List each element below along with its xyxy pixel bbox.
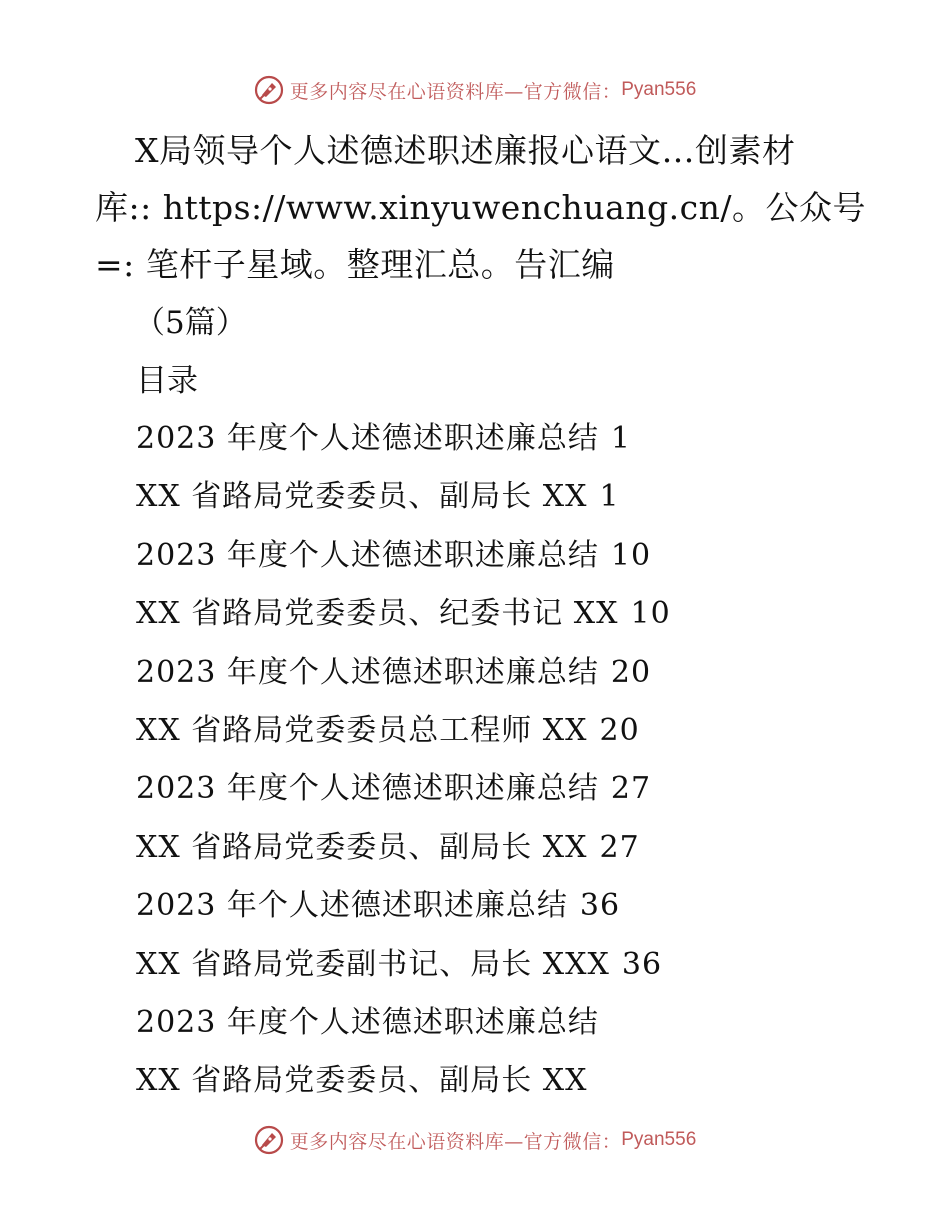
toc-entry-text: 2023 年度个人述德述职述廉总结 xyxy=(136,771,599,807)
toc-entry-text: XX 省路局党委委员、副局长 XX xyxy=(136,829,588,865)
toc-entry[interactable] xyxy=(136,939,856,997)
toc-page-number: 36 xyxy=(579,888,621,924)
footer-banner xyxy=(0,1120,950,1160)
toc-entry[interactable] xyxy=(136,471,856,529)
toc-page-number: 1 xyxy=(610,421,631,456)
banner-text: 更多内容尽在心语资料库—官方微信： xyxy=(289,80,622,103)
toc-entry-text: XX 省路局党委委员、副局长 XX xyxy=(136,1063,588,1099)
title-line: X局领导个人述德述职述廉报心语文…创素材 xyxy=(135,131,796,170)
toc-page-number: 27 xyxy=(610,771,652,807)
footer-banner-brand: Pyan556 xyxy=(621,1129,697,1150)
toc-entry[interactable] xyxy=(136,413,856,471)
toc-entry-text: XX 省路局党委委员总工程师 XX xyxy=(136,712,588,748)
toc-entry[interactable] xyxy=(136,1055,856,1113)
toc-entry[interactable] xyxy=(136,647,856,705)
toc-entry[interactable] xyxy=(136,997,856,1055)
toc-entry[interactable] xyxy=(136,705,856,763)
document-title xyxy=(95,122,865,293)
toc-page-number: 10 xyxy=(630,596,671,632)
toc-entry[interactable] xyxy=(136,763,856,821)
toc-page-number: 20 xyxy=(610,654,652,690)
toc-heading: 目录 xyxy=(136,363,198,399)
toc-page-number: 20 xyxy=(599,712,640,748)
toc-page-number: 27 xyxy=(599,829,640,865)
footer-banner-text: 更多内容尽在心语资料库—官方微信： xyxy=(289,1130,622,1153)
toc-entry[interactable] xyxy=(136,822,856,880)
toc-page-number: 1 xyxy=(599,479,620,515)
toc-page-number: 10 xyxy=(610,537,652,573)
pen-nib-seal-icon xyxy=(254,1125,284,1155)
toc-entry-text: XX 省路局党委副书记、局长 XXX xyxy=(136,946,610,982)
toc-page-number: 36 xyxy=(621,946,663,982)
article-count: （5篇） xyxy=(134,305,247,341)
toc-entry-text: 2023 年度个人述德述职述廉总结 xyxy=(136,537,599,573)
toc-entry-text: 2023 年度个人述德述职述廉总结 xyxy=(136,654,599,690)
toc-entry[interactable] xyxy=(136,530,856,588)
pen-nib-seal-icon xyxy=(254,75,284,105)
toc-entry-text: 2023 年个人述德述职述廉总结 xyxy=(136,888,568,924)
toc-entry-text: 2023 年度个人述德述职述廉总结 xyxy=(136,421,599,456)
banner-brand: Pyan556 xyxy=(621,79,697,100)
toc-entry-text: 2023 年度个人述德述职述廉总结 xyxy=(136,1004,599,1040)
title-line: =: 笔杆子星域。整理汇总。告汇编 xyxy=(95,245,615,284)
toc-entry[interactable] xyxy=(136,880,856,938)
toc-entry-text: XX 省路局党委委员、副局长 XX xyxy=(136,479,588,515)
title-line: 库:: https://www.xinyuwenchuang.cn/。公众号 xyxy=(95,188,866,227)
header-banner xyxy=(0,70,950,110)
toc-entry[interactable] xyxy=(136,588,856,646)
toc-entry-text: XX 省路局党委委员、纪委书记 XX xyxy=(136,596,619,632)
table-of-contents xyxy=(136,413,856,1114)
